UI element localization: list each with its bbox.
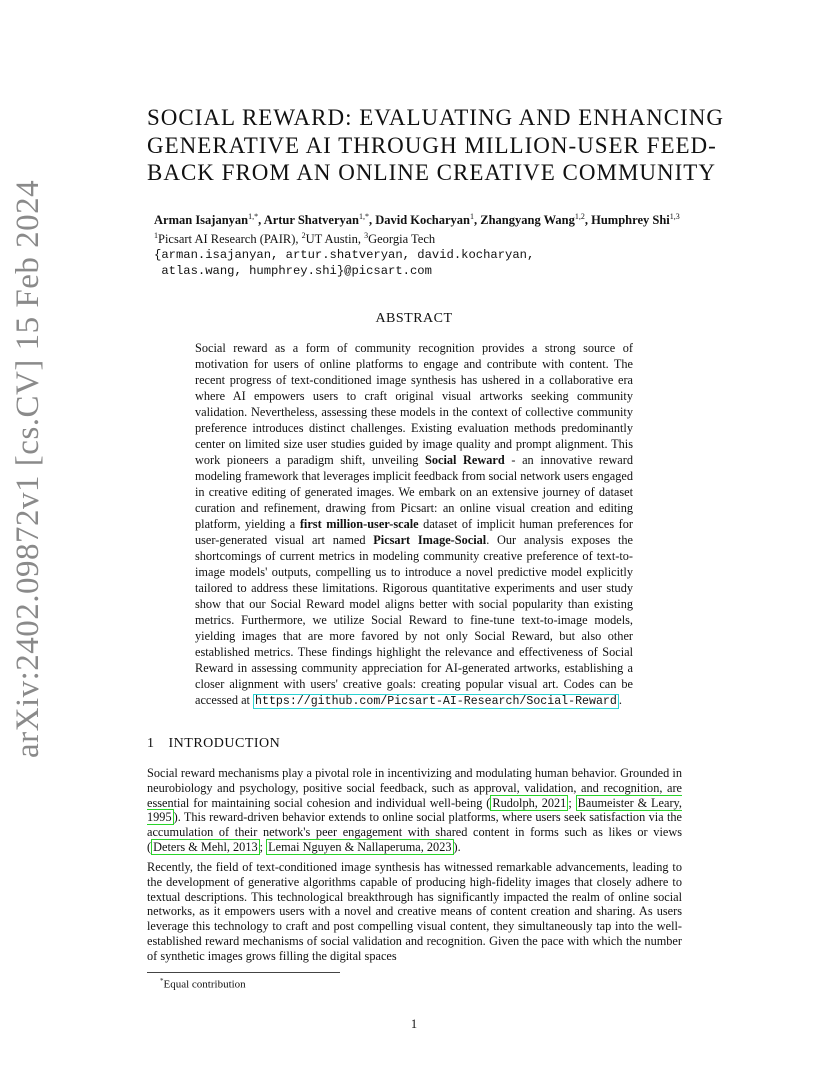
paragraph-text: ). This reward-driven behavior extends to online social platforms, where users seek satisfaction via the accumulation of their network's peer engagement with shared content in forms such as likes or views ( (147, 810, 682, 854)
author-name: David Kocharyan (375, 213, 471, 228)
affiliation-3: Georgia Tech (368, 232, 436, 247)
footnote-text: Equal contribution (163, 978, 246, 991)
footnote-mark: * (160, 977, 164, 985)
paragraph-text: ; (259, 839, 267, 854)
abstract-text: - an innovative reward modeling framework that leverages implicit feedback from social network users engaged in creative editing of generated images. We embark on an extensive journey of dataset curation and refinement, drawing from Picsart: an online visual creation and editing platform, yielding a (195, 453, 633, 531)
abstract-text: . (618, 693, 622, 707)
affiliation-2: UT Austin, (305, 232, 365, 247)
section-title: INTRODUCTION (168, 736, 281, 751)
intro-paragraph-2: Recently, the field of text-conditioned image synthesis has witnessed remarkable advancements, leading to the development of generative algorithms capable of producing high-fidelity images that closely adhere to textual descriptions. This technological breakthrough has significantly impacted the realm of online social networks, as it empowers users with a novel and creative means of content creation and sharing. As users leverage this technology to craft and post compelling visual content, they simultaneously tap into the well-established reward mechanisms of social validation and recognition. Given the pace with which the number of synthetic images grows filling the digital spaces (147, 860, 682, 963)
github-link[interactable]: https://github.com/Picsart-AI-Research/Social-Reward (255, 695, 617, 708)
citation-link[interactable]: Deters & Mehl, 2013 (153, 839, 258, 854)
author-affiliation-mark: 1,3 (669, 212, 680, 221)
footnote-rule (147, 972, 340, 973)
author-name: Arman Isajanyan (154, 213, 249, 228)
author-affiliation-mark: 1,2 (574, 212, 585, 221)
citation-link[interactable]: Rudolph, 2021 (492, 795, 567, 810)
author-affiliation-mark: 1,* (248, 212, 259, 221)
abstract-text: . Our analysis exposes the shortcomings of current metrics in modeling community creative preference of text-to-image models' outputs, compelling us to introduce a novel predictive model explicitly tailored to address these limitations. Rigorous quantitative experiments and user study show that our Social Reward model aligns better with social popularity than existing metrics. Furthermore, we utilize Social Reward to fine-tune text-to-image models, yielding images that are more favored by not only Social Reward, but also other established metrics. These findings highlight the relevance and effectiveness of Social Reward in assessing community appreciation for AI-generated artworks, establishing a closer alignment with users' creative goals: creating popular visual art. Codes can be accessed at (195, 533, 633, 707)
abstract-text: dataset of implicit human preferences for user-generated visual art named (195, 517, 633, 547)
affiliation-mark: 3 (364, 231, 369, 241)
email-line-1: {arman.isajanyan, artur.shatveryan, david.kocharyan, (154, 248, 535, 263)
title-line-2: GENERATIVE AI THROUGH MILLION-USER FEED- (147, 132, 717, 158)
abstract-bold-term: first million-user-scale (299, 517, 419, 531)
affiliation-mark: 2 (301, 231, 306, 241)
affiliation-mark: 1 (154, 231, 158, 241)
title-line-3: BACK FROM AN ONLINE CREATIVE COMMUNITY (147, 160, 716, 185)
section-number: 1 (147, 736, 155, 751)
abstract-bold-term: Picsart Image-Social (373, 533, 487, 547)
author-affiliation-mark: 1 (470, 212, 475, 221)
citation-link[interactable]: Baumeister & Leary, 1995 (147, 795, 682, 825)
affiliation-1: Picsart AI Research (PAIR), (158, 232, 302, 247)
paper-title (147, 104, 724, 187)
paragraph-text: Social reward mechanisms play a pivotal role in incentivizing and modulating human behavior. Grounded in neurobiology and psychology, positive social feedback, such as approval, validation, and recognition, are essential for maintaining social cohesion and individual well-being ( (147, 766, 682, 810)
author-name: Zhangyang Wang (480, 213, 575, 228)
paragraph-text: ; (568, 795, 576, 810)
author-affiliation-mark: 1,* (358, 212, 369, 221)
affiliations (154, 228, 754, 247)
page-number: 1 (410, 1017, 418, 1031)
arxiv-identifier-stamp: arXiv:2402.09872v1 [cs.CV] 15 Feb 2024 (10, 179, 46, 758)
paragraph-text: ). (453, 839, 461, 854)
author-name: Artur Shatveryan (263, 213, 359, 228)
author-names: Arman Isajanyan$^{1,*}$, Artur Shatveryan$^{1,*}$, David Kocharyan$^1$, Zhangyang Wang$^{1,2}$, Humphrey Shi$^{1,3}$ (154, 212, 680, 228)
title-line-1: SOCIAL REWARD: EVALUATING AND ENHANCING (147, 105, 724, 130)
footnote (160, 977, 246, 991)
section-heading-introduction (147, 736, 280, 752)
abstract-body (195, 340, 633, 710)
author-name: Humphrey Shi (591, 213, 670, 228)
author-block (154, 209, 754, 279)
email-line-2: atlas.wang, humphrey.shi}@picsart.com (154, 264, 432, 279)
abstract-heading: ABSTRACT (375, 311, 453, 326)
abstract-text: Social reward as a form of community recognition provides a strong source of motivation for users of online platforms to engage and contribute with content. The recent progress of text-conditioned image synthesis has ushered in a collaborative era where AI empowers users to craft original visual artworks seeking community validation. Nevertheless, assessing these models in the context of collective community preference introduces distinct challenges. Existing evaluation methods predominantly center on limited size user studies guided by image quality and prompt alignment. This work pioneers a paradigm shift, unveiling (195, 341, 633, 467)
abstract-bold-term: Social Reward (425, 453, 505, 467)
citation-link[interactable]: Lemai Nguyen & Nallaperuma, 2023 (268, 839, 452, 854)
intro-paragraph-1 (147, 766, 682, 855)
